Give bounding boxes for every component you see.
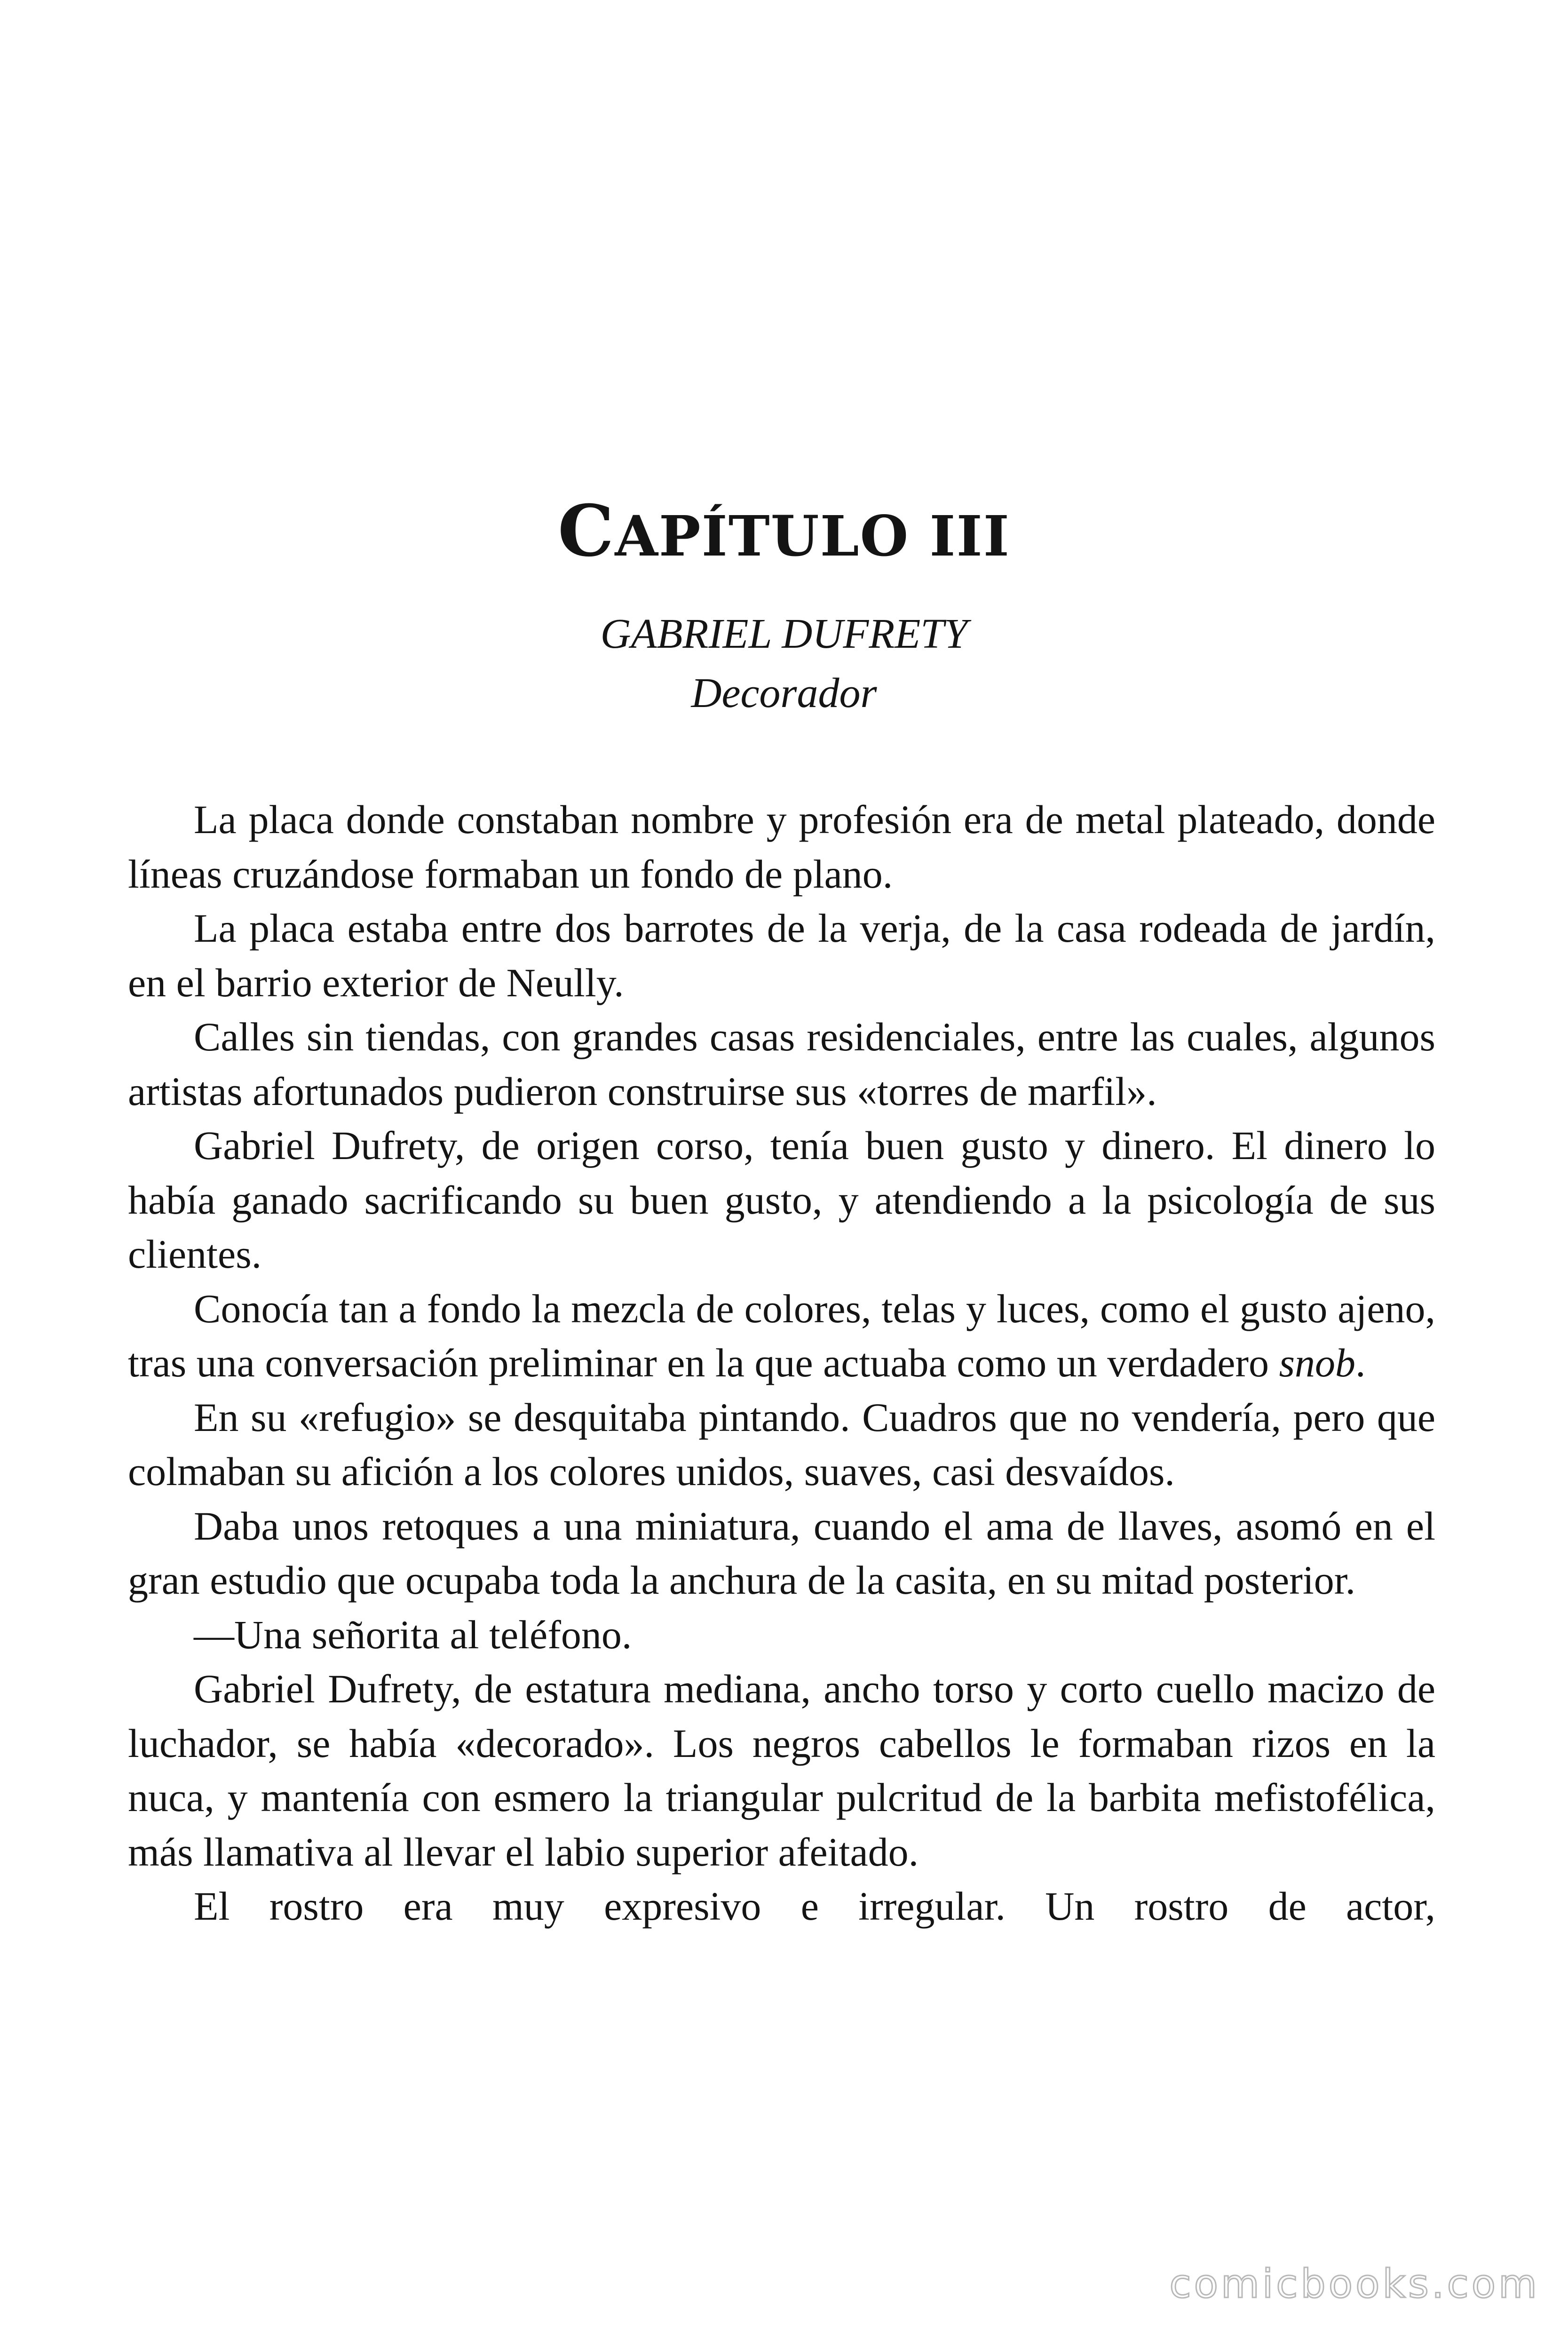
chapter-heading-initial: C bbox=[557, 490, 615, 573]
paragraph bbox=[128, 1282, 1435, 1391]
watermark: comicbooks.com bbox=[1169, 2261, 1540, 2307]
paragraph-text: Conocía tan a fondo la mezcla de colores, telas y luces, como el gusto ajeno, tras una conversación preliminar en la que actuaba como un verdadero bbox=[128, 1286, 1435, 1385]
paragraph-italic-word: snob bbox=[1279, 1340, 1356, 1385]
chapter-heading-rest: APÍTULO III bbox=[615, 503, 1010, 569]
chapter-subtitle-role: Decorador bbox=[691, 670, 877, 716]
paragraph: El rostro era muy expresivo e irregular. Un rostro de actor, bbox=[194, 1883, 1435, 1929]
paragraph: Gabriel Dufrety, de estatura mediana, ancho torso y corto cuello macizo de luchador, se había «decorado». Los negros cabellos le formaban rizos en la nuca, y mantenía con esmero la triangular pulcritud de la barbita mefistofélica, más llamativa al llevar el labio superior afeitado. bbox=[128, 1666, 1435, 1875]
paragraph: Daba unos retoques a una miniatura, cuando el ama de llaves, asomó en el gran estudio que ocupaba toda la anchura de la casita, en su mitad posterior. bbox=[128, 1503, 1435, 1603]
paragraph: La placa donde constaban nombre y profesión era de metal plateado, donde líneas cruzándose formaban un fondo de plano. bbox=[128, 797, 1435, 897]
paragraph: En su «refugio» se desquitaba pintando. Cuadros que no vendería, pero que colmaban su afición a los colores unidos, suaves, casi desvaídos. bbox=[128, 1394, 1435, 1494]
paragraph: Gabriel Dufrety, de origen corso, tenía buen gusto y dinero. El dinero lo había ganado sacrificando su buen gusto, y atendiendo a la psicología de sus clientes. bbox=[128, 1123, 1435, 1277]
paragraph-text: . bbox=[1355, 1340, 1366, 1385]
paragraph: Calles sin tiendas, con grandes casas residenciales, entre las cuales, algunos artistas afortunados pudieron construirse sus «torres de marfil». bbox=[128, 1014, 1435, 1114]
paragraph: —Una señorita al teléfono. bbox=[194, 1612, 632, 1657]
chapter-heading bbox=[0, 490, 1568, 573]
chapter-subtitle-name: GABRIEL DUFRETY bbox=[600, 611, 968, 657]
body-text bbox=[128, 793, 1435, 1934]
paragraph: La placa estaba entre dos barrotes de la verja, de la casa rodeada de jardín, en el barrio exterior de Neully. bbox=[128, 906, 1435, 1005]
